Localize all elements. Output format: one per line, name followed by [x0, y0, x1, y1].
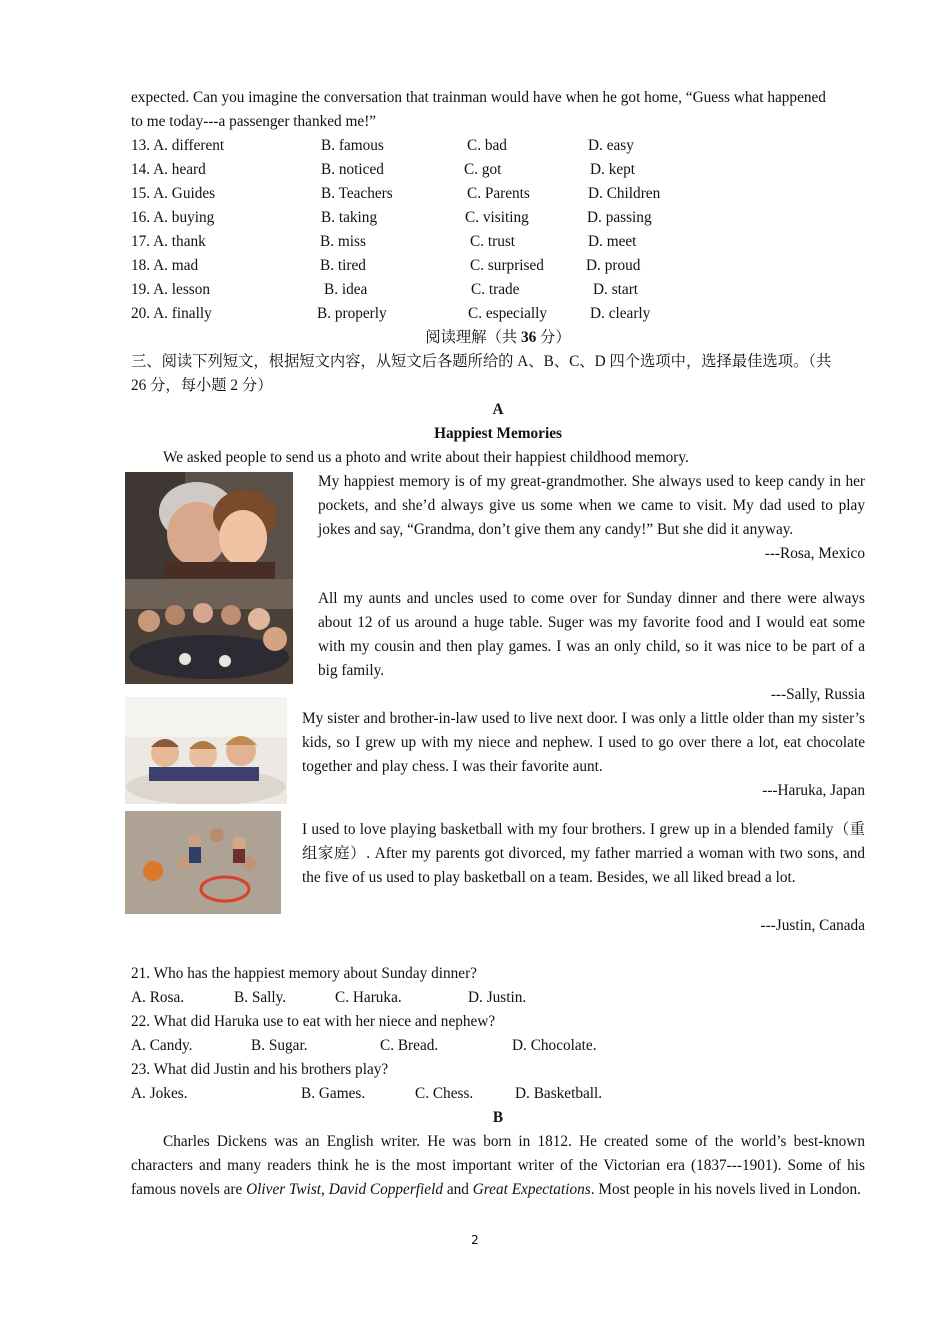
option-b: B. idea [324, 281, 368, 298]
option-a: 16. A. buying [131, 209, 215, 226]
story-haruka-author: ---Haruka, Japan [762, 782, 865, 799]
option-row-17 [131, 230, 865, 254]
option-b: B. miss [320, 233, 366, 250]
question-23 [131, 1058, 865, 1106]
option-row-15 [131, 182, 865, 206]
story-haruka-text: My sister and brother-in-law used to live next door. I was only a little older than my sister’s kids, so I grew up with my niece and nephew. I used to go over there a lot, eat chocolate together and play chess. I was their favorite aunt. [302, 710, 865, 775]
page-number: 2 [471, 1233, 479, 1247]
question-options [131, 986, 865, 1010]
option-b: B. Sally. [234, 989, 287, 1006]
option-row-20 [131, 302, 865, 326]
option-d: D. proud [586, 257, 641, 274]
option-a: A. Rosa. [131, 989, 185, 1006]
passage-a-intro: We asked people to send us a photo and write about their happiest childhood memory. [163, 449, 689, 466]
story-sally-author: ---Sally, Russia [770, 686, 865, 703]
instruction-line-1: 三、阅读下列短文，根据短文内容，从短文后各题所给的 A、B、C、D 四个选项中，选择最佳选项。（共 [131, 353, 832, 370]
instruction-line-2: 26 分，每小题 2 分） [131, 377, 273, 394]
option-b: B. Teachers [321, 185, 393, 202]
story-justin-text: I used to love playing basketball with my four brothers. I grew up in a blended family（重组家庭）. After my parents got divorced, my father married a woman with two sons, and the five of us used to play basketball on a team. Besides, we all liked bread a lot. [302, 821, 865, 886]
basketball-photo [125, 811, 281, 914]
option-a: 19. A. lesson [131, 281, 211, 298]
option-a: A. Jokes. [131, 1085, 188, 1102]
story-haruka [131, 707, 865, 818]
family-dinner-photo [125, 579, 293, 684]
option-c: C. Parents [467, 185, 530, 202]
option-a: 15. A. Guides [131, 185, 216, 202]
option-c: C. trade [471, 281, 520, 298]
reading-section-header: 阅读理解（共 36 分） [425, 329, 571, 346]
option-row-13 [131, 134, 865, 158]
option-b: B. famous [321, 137, 384, 154]
passage-b-paragraph: Charles Dickens was an English writer. He was born in 1812. He created some of the world’s best-known characters and many readers think he is the most important writer of the Victorian era (1837---1901). Some of his famous novels are Oliver Twist, David Copperfield and Great Expectations. Most people in his novels lived in London. [131, 1133, 865, 1198]
option-d: D. Chocolate. [512, 1037, 597, 1054]
option-b: B. taking [321, 209, 378, 226]
option-b: B. tired [320, 257, 366, 274]
question-text: 21. Who has the happiest memory about Sunday dinner? [131, 965, 477, 982]
document-page [131, 86, 865, 1202]
option-row-18 [131, 254, 865, 278]
question-text: 22. What did Haruka use to eat with her niece and nephew? [131, 1013, 496, 1030]
story-rosa [131, 470, 865, 587]
option-b: B. Sugar. [251, 1037, 308, 1054]
novel-title: Great Expectations [472, 1181, 591, 1198]
story-sally [131, 587, 865, 707]
option-a: A. Candy. [131, 1037, 193, 1054]
option-row-16 [131, 206, 865, 230]
option-b: B. Games. [301, 1085, 366, 1102]
option-a: 20. A. finally [131, 305, 212, 322]
option-d: D. Justin. [468, 989, 527, 1006]
option-d: D. meet [588, 233, 637, 250]
option-d: D. Children [588, 185, 661, 202]
story-rosa-text: My happiest memory is of my great-grandmother. She always used to keep candy in her pockets, and she’d always give us some when we came to visit. My dad used to play jokes and say, “Grandma, don’t give them any candy!” But she did it anyway. [318, 473, 865, 538]
story-sally-text: All my aunts and uncles used to come over for Sunday dinner and there were always about 12 of us around a huge table. Suger was my favorite food and I would eat some with my cousin and then play games. I was an only child, so it was nice to be part of a big family. [318, 590, 865, 679]
intro-paragraph [131, 86, 865, 134]
novel-titles: Oliver Twist, David Copperfield [246, 1181, 443, 1198]
option-d: D. start [593, 281, 639, 298]
option-a: 13. A. different [131, 137, 225, 154]
question-21 [131, 962, 865, 1010]
option-row-14 [131, 158, 865, 182]
option-b: B. noticed [321, 161, 384, 178]
grandmother-child-photo [125, 472, 293, 583]
option-d: D. kept [590, 161, 636, 178]
question-options [131, 1034, 865, 1058]
passage-b-label: B [492, 1109, 504, 1126]
cloze-options [131, 134, 865, 326]
intro-line-2: to me today---a passenger thanked me!” [131, 113, 377, 130]
question-text: 23. What did Justin and his brothers play? [131, 1061, 389, 1078]
option-d: D. clearly [590, 305, 651, 322]
option-b: B. properly [317, 305, 387, 322]
question-options [131, 1082, 865, 1106]
option-c: C. Bread. [380, 1037, 439, 1054]
option-d: D. easy [588, 137, 634, 154]
option-c: C. Haruka. [335, 989, 402, 1006]
option-c: C. surprised [470, 257, 544, 274]
option-d: D. Basketball. [515, 1085, 603, 1102]
option-row-19 [131, 278, 865, 302]
question-22 [131, 1010, 865, 1058]
option-c: C. got [464, 161, 502, 178]
option-c: C. bad [467, 137, 507, 154]
passage-a-title: Happiest Memories [434, 425, 562, 442]
option-d: D. passing [587, 209, 652, 226]
reading-score: 36 [520, 329, 537, 346]
option-c: C. trust [470, 233, 516, 250]
passage-a-label: A [492, 401, 504, 418]
option-c: C. visiting [465, 209, 529, 226]
option-a: 18. A. mad [131, 257, 199, 274]
story-justin [131, 818, 865, 962]
option-a: 14. A. heard [131, 161, 206, 178]
intro-line-1: expected. Can you imagine the conversation that trainman would have when he got home, “Guess what happened [131, 89, 826, 106]
option-a: 17. A. thank [131, 233, 206, 250]
section-3-instructions [131, 350, 865, 398]
option-c: C. Chess. [415, 1085, 474, 1102]
option-c: C. especially [468, 305, 548, 322]
story-rosa-author: ---Rosa, Mexico [764, 545, 865, 562]
story-justin-author: ---Justin, Canada [760, 917, 865, 934]
